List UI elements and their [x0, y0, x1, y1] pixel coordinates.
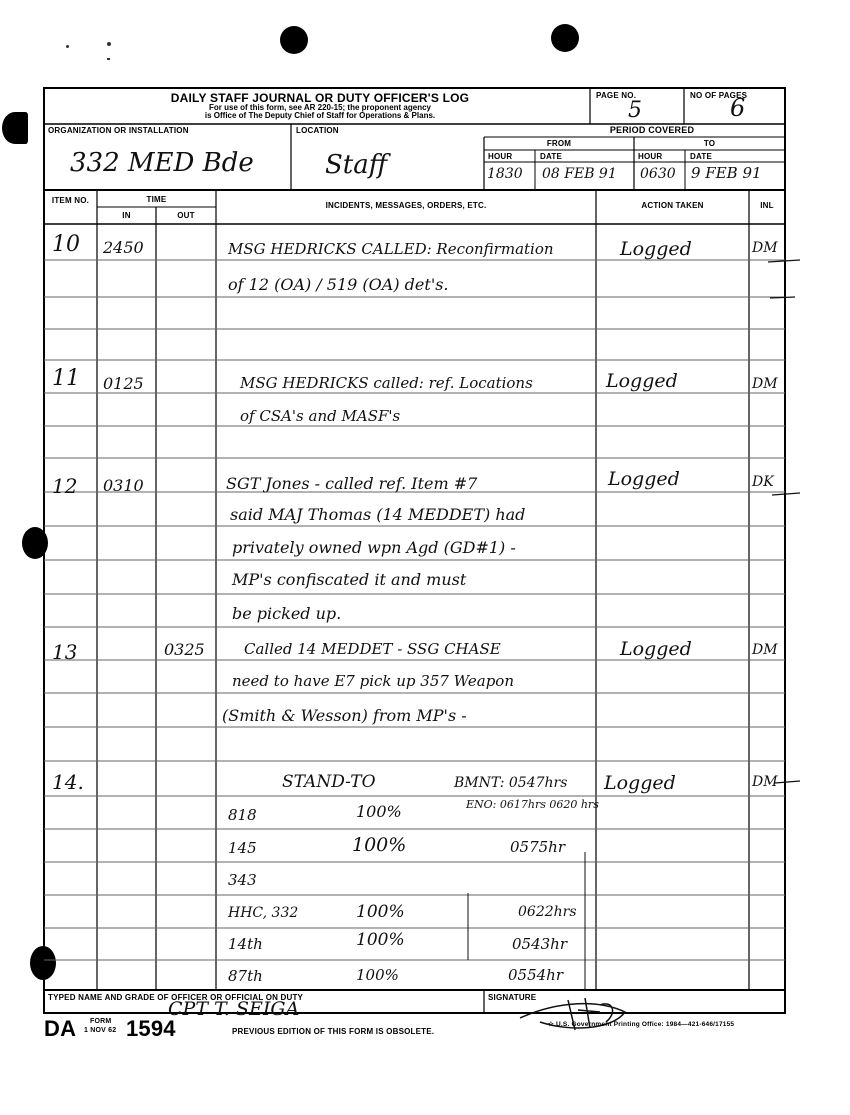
standto-bmnt: BMNT: 0547hrs — [454, 775, 568, 791]
footer-form-label: FORM — [90, 1018, 112, 1025]
entry-text-line: of 12 (OA) / 519 (OA) det's. — [228, 275, 449, 294]
standto-eno: ENO: 0617hrs 0620 hrs — [466, 798, 599, 811]
from-date-label: DATE — [540, 152, 562, 161]
form-title: DAILY STAFF JOURNAL OR DUTY OFFICER'S LOG — [170, 91, 470, 105]
entry-text-line: MP's confiscated it and must — [232, 570, 467, 589]
entry-initials: DM — [752, 774, 778, 790]
form-subtitle: is Office of The Deputy Chief of Staff for Operations & Plans. — [204, 111, 436, 120]
entry-time-in: 2450 — [103, 238, 144, 257]
no-of-pages-label: NO OF PAGES — [690, 91, 748, 100]
entry-item-no: 13 — [52, 640, 78, 664]
org-label: ORGANIZATION OR INSTALLATION — [48, 126, 189, 135]
standto-unit: 343 — [228, 871, 257, 889]
no-of-pages-value: 6 — [730, 94, 746, 122]
col-action-header: ACTION TAKEN — [641, 201, 704, 210]
standto-unit: HHC, 332 — [228, 905, 299, 921]
standto-time: 0622hrs — [518, 904, 577, 920]
col-item-header: ITEM NO. — [51, 196, 90, 205]
entry-item-no: 12 — [52, 474, 78, 498]
entry-action: Logged — [604, 772, 676, 794]
col-inl-header: INL — [760, 201, 774, 210]
page-no-value: 5 — [628, 98, 642, 123]
to-hour-label: HOUR — [638, 152, 663, 161]
entry-initials: DM — [752, 240, 778, 256]
col-incidents-header: INCIDENTS, MESSAGES, ORDERS, ETC. — [325, 201, 487, 210]
org-value: 332 MED Bde — [70, 148, 254, 178]
entry-text-line: SGT Jones - called ref. Item #7 — [226, 474, 478, 493]
standto-unit: 14th — [228, 935, 263, 953]
standto-time: 0554hr — [508, 966, 564, 984]
footer-gpo: ☆ U.S. Government Printing Office: 1984—421-646/17155 — [548, 1021, 735, 1028]
entry-text-line: be picked up. — [232, 604, 342, 623]
typed-name-value: CPT T. SEIGA — [168, 998, 300, 1020]
entry-item-no: 14. — [52, 770, 84, 794]
entry-action: Logged — [620, 638, 692, 660]
period-covered-label: PERIOD COVERED — [609, 125, 695, 135]
to-label: TO — [703, 139, 716, 148]
entry-time-out: 0325 — [164, 640, 205, 659]
entry-text-line: MSG HEDRICKS CALLED: Reconfirmation — [228, 240, 554, 258]
entry-text-line: privately owned wpn Agd (GD#1) - — [232, 538, 516, 557]
entry-action: Logged — [620, 238, 692, 260]
col-time-header: TIME — [146, 195, 167, 204]
to-date-label: DATE — [690, 152, 712, 161]
entry-text-line: said MAJ Thomas (14 MEDDET) had — [230, 505, 526, 524]
entry-text-line: need to have E7 pick up 357 Weapon — [232, 672, 514, 690]
entry-action: Logged — [608, 468, 680, 490]
to-date-value: 9 FEB 91 — [691, 164, 762, 182]
footer-da: DA — [44, 1016, 77, 1041]
page-no-label: PAGE NO. — [596, 91, 637, 100]
entry-time-in: 0310 — [103, 476, 144, 495]
from-label: FROM — [546, 139, 572, 148]
standto-time: 0543hr — [512, 935, 568, 953]
standto-title: STAND-TO — [282, 772, 376, 792]
footer-form-date: 1 NOV 62 — [84, 1027, 117, 1034]
col-out-header: OUT — [177, 211, 195, 220]
entry-action: Logged — [606, 370, 678, 392]
entry-text-line: of CSA's and MASF's — [240, 407, 401, 425]
entry-item-no: 11 — [52, 366, 80, 391]
entry-text-line: Called 14 MEDDET - SSG CHASE — [244, 640, 501, 658]
standto-pct: 100% — [356, 902, 405, 922]
standto-unit: 145 — [228, 839, 257, 857]
standto-pct: 100% — [352, 834, 407, 856]
form-subtitle: For use of this form, see AR 220-15; the proponent agency — [209, 103, 431, 112]
entry-initials: DM — [752, 376, 778, 392]
entry-initials: DK — [752, 474, 774, 490]
entry-item-no: 10 — [52, 232, 80, 257]
standto-time: 0575hr — [510, 838, 566, 856]
entry-text-line: MSG HEDRICKS called: ref. Locations — [240, 374, 533, 392]
entry-time-in: 0125 — [103, 374, 144, 393]
from-hour-value: 1830 — [487, 166, 523, 182]
standto-pct: 100% — [356, 930, 405, 950]
standto-unit: 87th — [228, 967, 263, 985]
location-value: Staff — [325, 150, 388, 180]
from-hour-label: HOUR — [488, 152, 513, 161]
typed-name-label: TYPED NAME AND GRADE OF OFFICER OR OFFICIAL ON DUTY — [48, 993, 304, 1002]
location-label: LOCATION — [296, 126, 339, 135]
footer-previous-edition: PREVIOUS EDITION OF THIS FORM IS OBSOLETE. — [232, 1027, 435, 1036]
standto-pct: 100% — [356, 966, 399, 984]
col-in-header: IN — [122, 211, 131, 220]
to-hour-value: 0630 — [640, 166, 676, 182]
standto-unit: 818 — [228, 806, 257, 824]
entry-text-line: (Smith & Wesson) from MP's - — [222, 706, 467, 725]
entry-initials: DM — [752, 642, 778, 658]
standto-pct: 100% — [356, 802, 402, 821]
signature-label: SIGNATURE — [488, 993, 537, 1002]
footer-form-number: 1594 — [126, 1016, 176, 1041]
from-date-value: 08 FEB 91 — [542, 166, 617, 182]
